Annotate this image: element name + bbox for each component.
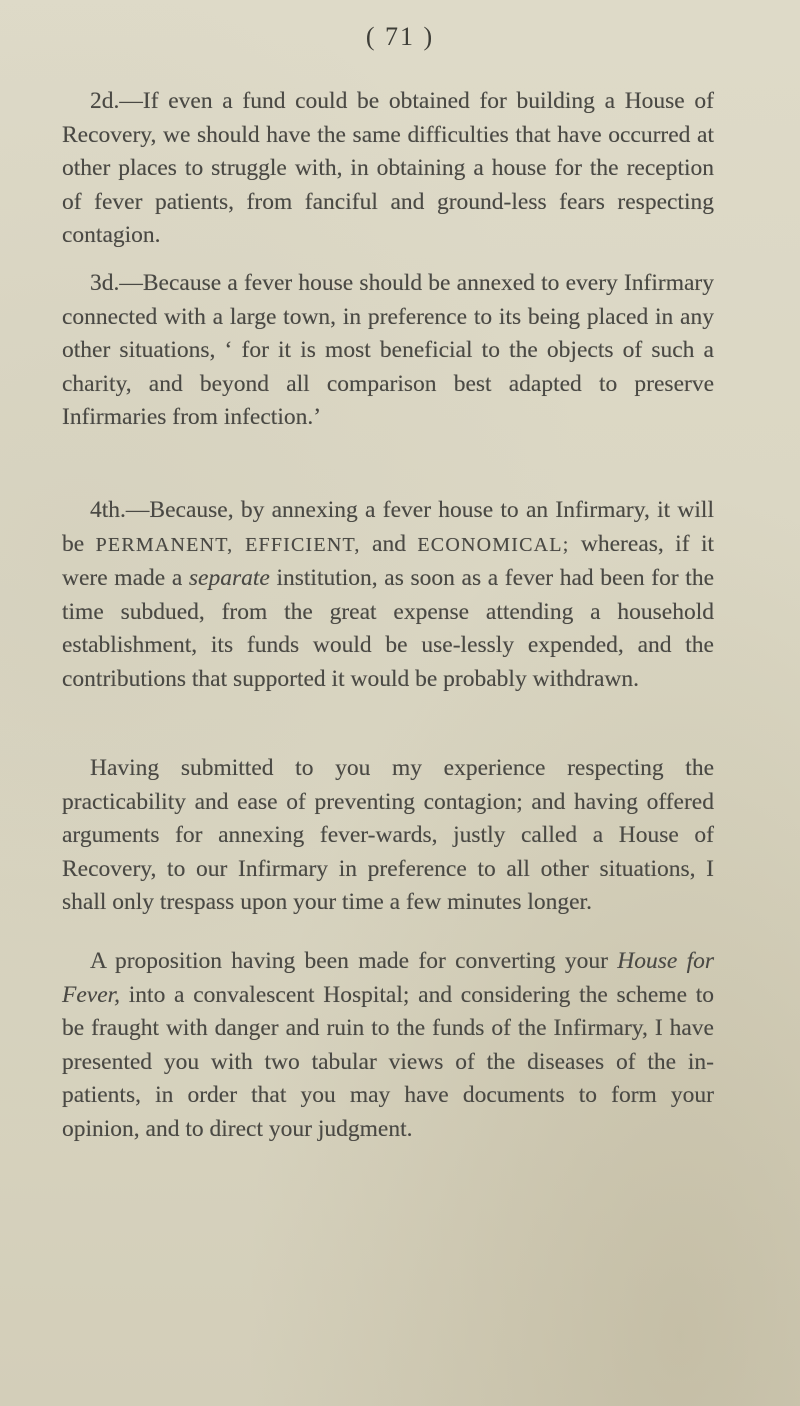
paragraph-2d-text: 2d.—If even a fund could be obtained for building a House of Recovery, we should have the same difficulties that have occurred at other places to struggle with, in obtaining a house for the reception of fever patients, from fanciful and ground-less fears respecting contagion. — [62, 88, 714, 248]
paragraph-4th-text-start: 4th.—Because, by annexing a fever house to an Infirmary, it will be — [62, 497, 714, 557]
paragraph-having-submitted-text: Having submitted to you my experience respecting the practicability and ease of preventing contagion; and having offered arguments for annexing fever-wards, justly called a House of Recovery, to our Infirmary in preference to all other situations, I shall only trespass upon your time a few minutes longer. — [62, 755, 714, 915]
paragraph-4th — [62, 494, 714, 696]
paragraph-proposition — [62, 945, 714, 1146]
paragraph-proposition-italic: House for Fever, — [62, 948, 714, 1008]
paragraph-4th-caps-2: ECONOMICAL; — [417, 533, 570, 556]
page-number: ( 71 ) — [365, 22, 435, 51]
paragraph-4th-caps: PERMANENT, EFFICIENT, — [95, 533, 361, 556]
paragraph-3d — [62, 267, 714, 435]
paragraph-4th-italic: separate — [188, 565, 270, 591]
paragraph-3d-text: 3d.—Because a fever house should be annexed to every Infirmary connected with a large town, in preference to its being placed in any other situations, ‘ for it is most beneficial to the objects of such a charity, and beyond all comparison best adapted to preserve Infirmaries from infection.’ — [62, 270, 714, 430]
paragraph-proposition-text-end: into a convalescent Hospital; and considering the scheme to be fraught with danger and ruin to the funds of the Infirmary, I have presented you with two tabular views of the diseases of the in-patients, in order that you may have documents to form your opinion, and to direct your judgment. — [62, 981, 715, 1142]
paragraph-4th-and: and — [372, 530, 406, 557]
paragraph-having-submitted — [62, 752, 714, 920]
paragraph-4th-text-end: institution, as soon as a fever had been for the time subdued, from the great expense attending a household establishment, its funds would be use-lessly expended, and the contributions that supported it would be probably withdrawn. — [62, 565, 715, 692]
paragraph-proposition-text-start: A proposition having been made for converting your — [90, 948, 608, 974]
paragraph-4th-text-mid: whereas, if it were made a — [62, 530, 715, 591]
paragraph-2d — [62, 85, 714, 253]
